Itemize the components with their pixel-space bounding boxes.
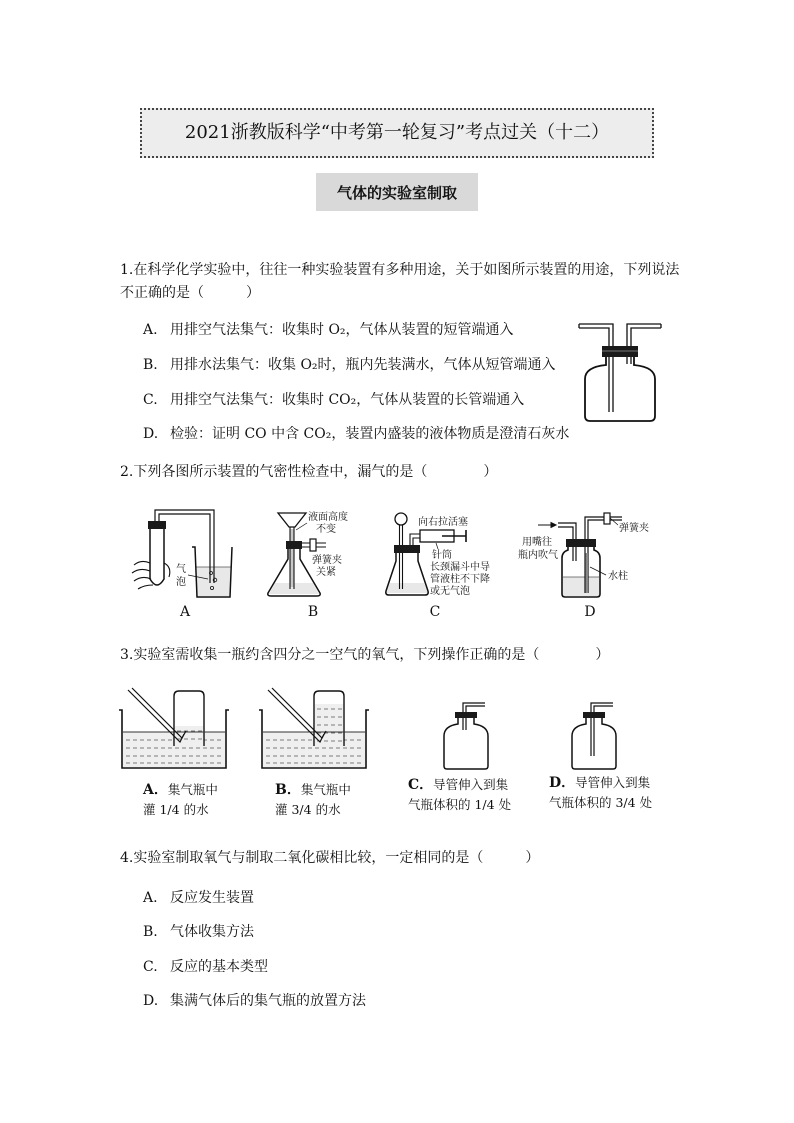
- q3-choice-d-label: D．: [549, 775, 576, 791]
- note-water-column: 水柱: [608, 571, 628, 582]
- title-box: [140, 108, 654, 158]
- q1-option-c-label: C.: [143, 392, 158, 408]
- note-spring-clamp: 弹簧夹: [619, 523, 649, 534]
- q4-option-c-label: C.: [143, 959, 158, 975]
- q1-option-c-text: 用排空气法集气：收集时 CO₂，气体从装置的长管端通入: [170, 392, 525, 408]
- q1-option-b-text: 用排水法集气：收集 O₂时，瓶内先装满水，气体从短管端通入: [170, 357, 556, 373]
- q3-figure-a: [118, 686, 230, 774]
- q3-choice-b-label: B．: [275, 782, 301, 798]
- syringe-leader: [436, 543, 438, 549]
- q4-option-a-label: A.: [143, 890, 158, 906]
- q4-stem: 4.实验室制取氧气与制取二氧化碳相比较，一定相同的是（ ）: [120, 850, 540, 866]
- q3-choice-b-text-2: 灌 3/4 的水: [275, 802, 341, 817]
- q4-option-b-text: 气体收集方法: [170, 924, 254, 940]
- note-pao: 泡: [176, 577, 186, 588]
- note-syringe: 针筒: [432, 550, 452, 561]
- q3-figure-c: [438, 700, 494, 772]
- blow-arrow: [538, 523, 556, 528]
- note-blow-line-2: 瓶内吹气: [518, 550, 558, 561]
- q1-option-d-label: D.: [143, 426, 159, 442]
- q2-figure-d: [518, 505, 660, 600]
- q2-figure-b: [262, 505, 376, 600]
- q2-figure-b-label: B: [307, 604, 319, 620]
- page-title: 2021浙教版科学“中考第一轮复习”考点过关（十二）: [184, 122, 610, 143]
- q1-option-d-text: 检验：证明 CO 中含 CO₂，装置内盛装的液体物质是澄清石灰水: [170, 426, 570, 442]
- q3-choice-c-line-1: [408, 776, 508, 794]
- q2-figure-a: [126, 505, 240, 600]
- bottle-water: [563, 577, 599, 596]
- note-blow-line-1: 用嘴往: [522, 537, 552, 548]
- note-qi: 气: [176, 564, 186, 575]
- q1-gas-bottle-figure: [575, 320, 665, 425]
- q3-choice-a-line-1: [143, 781, 218, 799]
- q3-choice-b-text-1: 集气瓶中: [300, 782, 351, 797]
- rubber-stopper: [566, 539, 596, 547]
- spring-clamp: [310, 539, 316, 551]
- q3-choice-d-text-2: 气瓶体积的 3/4 处: [549, 795, 653, 810]
- q2-stem: 2.下列各图所示装置的气密性检查中，漏气的是（ ）: [120, 464, 498, 480]
- q3-choice-c-text-1: 导管伸入到集: [433, 777, 509, 792]
- q1-stem-line-2: 不正确的是（ ）: [120, 285, 260, 301]
- note-funnel-line-3: 或无气泡: [430, 586, 470, 597]
- q1-option-b-label: B.: [143, 357, 158, 373]
- note-liquid-level: 液面高度: [308, 512, 348, 523]
- rubber-stopper: [286, 541, 302, 549]
- q3-stem: 3.实验室需收集一瓶约含四分之一空气的氧气，下列操作正确的是（ ）: [120, 647, 610, 663]
- q3-figure-b: [258, 686, 370, 774]
- q3-figure-d: [566, 700, 622, 772]
- q3-choice-d-line-1: [549, 774, 650, 792]
- note-closed: 关紧: [316, 567, 336, 578]
- q4-option-c-text: 反应的基本类型: [170, 959, 268, 975]
- rubber-stopper: [148, 521, 166, 529]
- rubber-stopper: [583, 712, 605, 718]
- delivery-tube: [591, 703, 613, 756]
- flask-liquid: [386, 583, 428, 593]
- q1-option-a-label: A.: [143, 322, 158, 338]
- q4-option-d-label: D.: [143, 993, 159, 1009]
- bottle-outline: [585, 357, 655, 421]
- q1-option-a-text: 用排空气法集气：收集时 O₂，气体从装置的短管端通入: [170, 322, 514, 338]
- note-unchanged: 不变: [316, 524, 336, 535]
- funnel-cup: [278, 513, 306, 527]
- q3-choice-c-label: C．: [408, 777, 434, 793]
- long-tube: [579, 324, 613, 412]
- rubber-stopper: [455, 712, 477, 718]
- short-tube: [627, 324, 661, 364]
- q3-choice-a-text-2: 灌 1/4 的水: [143, 802, 209, 817]
- q3-choice-c-text-2: 气瓶体积的 1/4 处: [408, 797, 512, 812]
- clamp-leader: [610, 518, 618, 525]
- q3-choice-a-label: A．: [143, 782, 168, 798]
- funnel-top: [395, 513, 407, 525]
- q4-option-a-text: 反应发生装置: [170, 890, 254, 906]
- page-subtitle: 气体的实验室制取: [336, 183, 457, 202]
- q3-choice-b-line-1: [275, 781, 351, 799]
- note-funnel-line-1: 长颈漏斗中导: [430, 562, 490, 573]
- q1-stem-line-1: 1.在科学化学实验中，往往一种实验装置有多种用途，关于如图所示装置的用途，下列说法: [120, 262, 680, 278]
- q2-figure-a-label: A: [179, 604, 191, 620]
- q4-option-d-text: 集满气体后的集气瓶的放置方法: [170, 993, 366, 1009]
- q4-option-b-label: B.: [143, 924, 158, 940]
- spring-clamp: [604, 513, 610, 524]
- funnel-liquid-column: [290, 529, 294, 587]
- long-neck-funnel-stem: [400, 525, 403, 589]
- rubber-stopper: [394, 545, 420, 553]
- note-pull-piston: 向右拉活塞: [418, 517, 468, 528]
- q2-figure-c-label: C: [429, 604, 441, 620]
- note-spring-clamp: 弹簧夹: [312, 555, 342, 566]
- q3-choice-d-text-1: 导管伸入到集: [575, 775, 651, 790]
- q2-figure-c: [384, 505, 496, 605]
- note-funnel-line-2: 管液柱不下降: [430, 574, 490, 585]
- q2-figure-d-label: D: [584, 604, 596, 620]
- q3-choice-a-text-1: 集气瓶中: [167, 782, 218, 797]
- water-column-leader: [590, 567, 606, 575]
- water-column: [586, 553, 589, 593]
- test-tube: [150, 527, 164, 585]
- subtitle-box: [316, 173, 478, 211]
